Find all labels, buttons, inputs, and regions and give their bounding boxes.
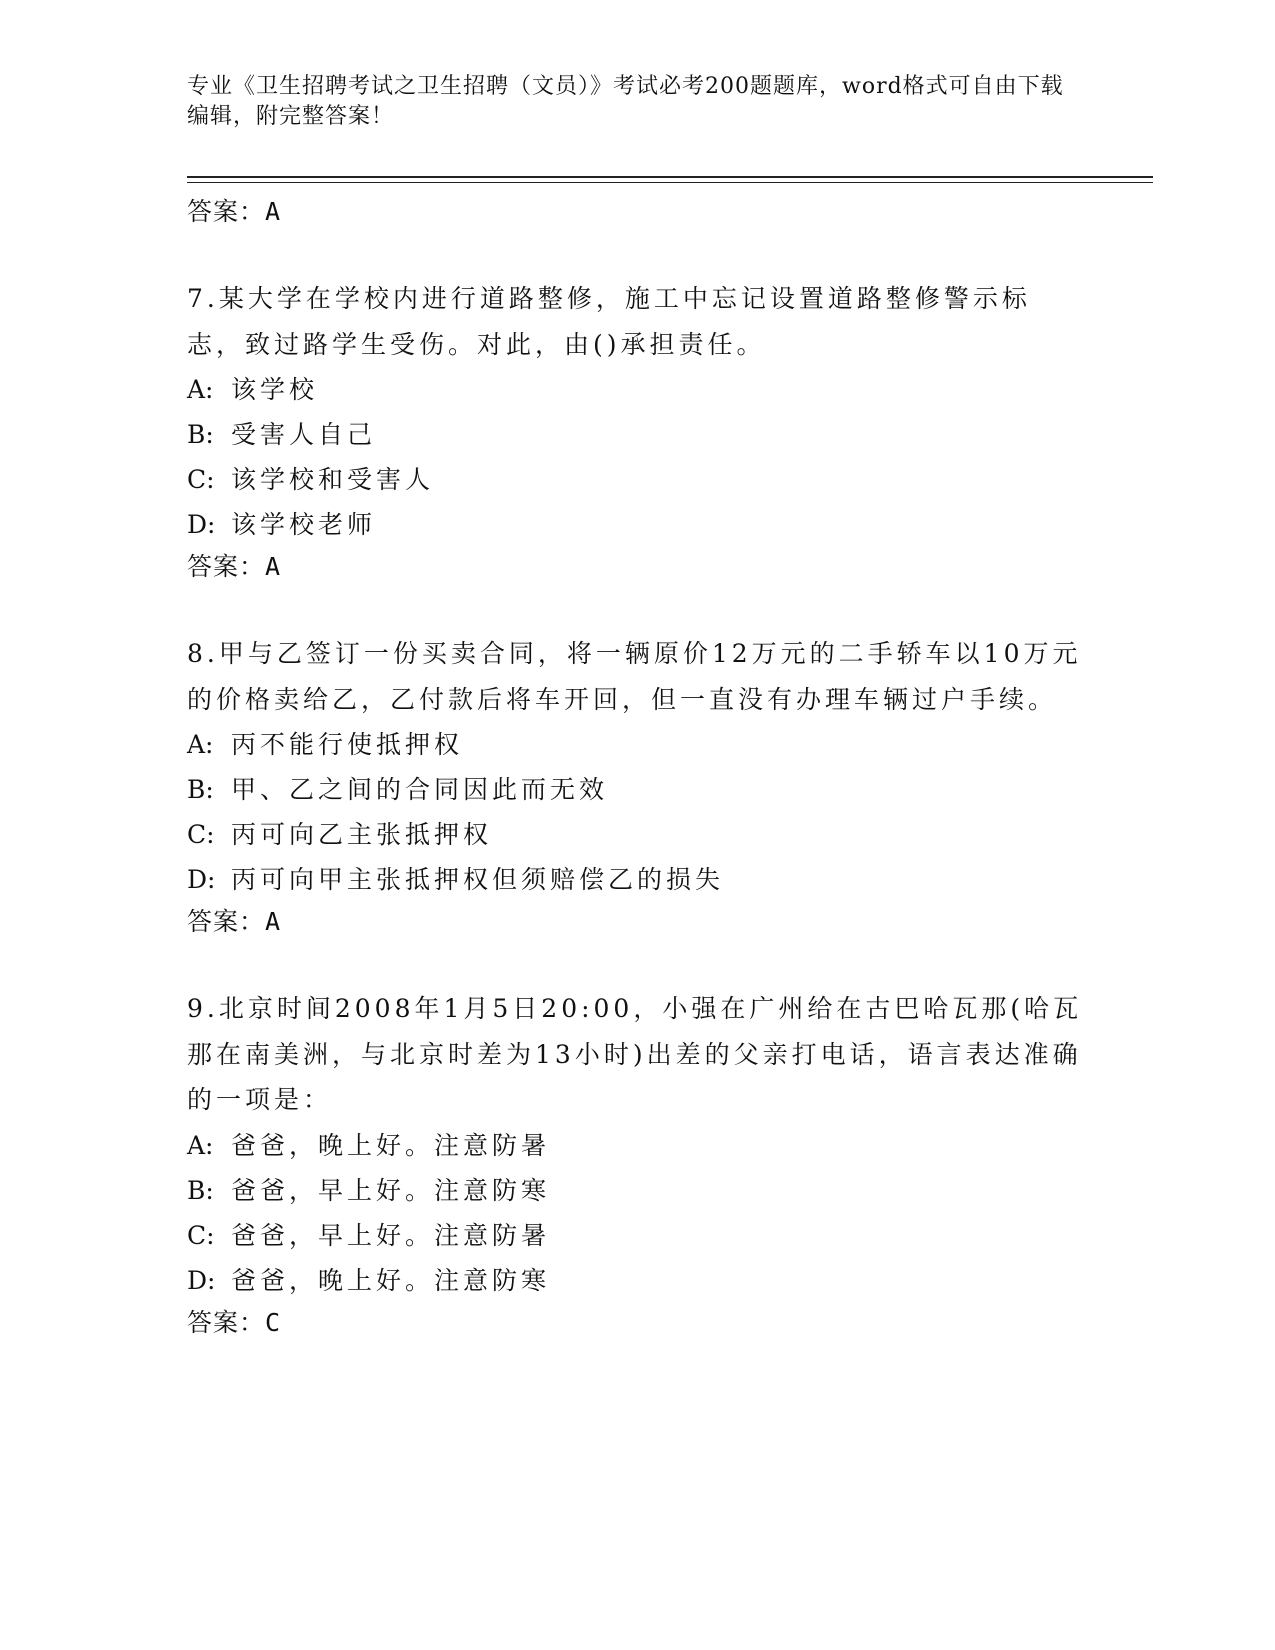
answer-line	[187, 192, 1087, 232]
question-stem: 9.北京时间2008年1月5日20:00，小强在广州给在古巴哈瓦那(哈瓦那在南美洲，与北京时差为13小时)出差的父亲打电话，语言表达准确的一项是：	[187, 994, 1083, 1114]
option-d	[187, 857, 1087, 902]
header-rule-thin	[187, 182, 1153, 183]
option-b	[187, 1168, 1087, 1213]
option-key: B:	[187, 420, 214, 449]
question-stem: 7.某大学在学校内进行道路整修，施工中忘记设置道路整修警示标志，致过路学生受伤。对此，由()承担责任。	[187, 284, 1031, 359]
option-key: D:	[187, 510, 216, 539]
option-text: 该学校老师	[231, 510, 377, 539]
option-key: A:	[187, 1130, 214, 1160]
option-key: C:	[187, 465, 215, 494]
option-text: 丙不能行使抵押权	[231, 730, 464, 759]
option-text: 甲、乙之间的合同因此而无效	[231, 775, 609, 804]
option-text: 该学校和受害人	[231, 465, 435, 494]
answer-line	[187, 547, 1087, 587]
answer-label: 答案：	[187, 552, 266, 581]
option-a	[187, 1123, 1087, 1168]
answer-label: 答案：	[187, 197, 266, 226]
option-c	[187, 1213, 1087, 1258]
header-rule-thick	[187, 176, 1153, 178]
answer-value: A	[265, 197, 282, 226]
option-text: 丙可向甲主张抵押权但须赔偿乙的损失	[231, 865, 725, 894]
option-key: D:	[187, 1265, 216, 1295]
option-key: A:	[187, 730, 214, 759]
option-text: 爸爸，早上好。注意防暑	[231, 1220, 551, 1250]
answer-value: A	[265, 552, 282, 581]
option-text: 丙可向乙主张抵押权	[231, 820, 493, 849]
option-key: C:	[187, 820, 215, 849]
question-stem: 8.甲与乙签订一份买卖合同，将一辆原价12万元的二手轿车以10万元的价格卖给乙，乙付款后将车开回，但一直没有办理车辆过户手续。	[187, 639, 1082, 714]
question-8	[187, 631, 1087, 942]
option-key: B:	[187, 1175, 214, 1205]
option-d	[187, 1258, 1087, 1303]
answer-label: 答案：	[187, 1307, 266, 1337]
option-a	[187, 722, 1087, 767]
question-list	[187, 192, 1087, 1387]
option-b	[187, 767, 1087, 812]
option-c	[187, 812, 1087, 857]
option-text: 爸爸，早上好。注意防寒	[231, 1175, 551, 1205]
option-b	[187, 412, 1087, 457]
option-c	[187, 457, 1087, 502]
option-text: 爸爸，晚上好。注意防寒	[231, 1265, 551, 1295]
question-9	[187, 986, 1087, 1343]
option-key: C:	[187, 1220, 215, 1250]
option-text: 爸爸，晚上好。注意防暑	[231, 1130, 551, 1160]
option-a	[187, 367, 1087, 412]
document-header: 专业《卫生招聘考试之卫生招聘（文员）》考试必考200题题库，word格式可自由下载编辑，附完整答案！	[187, 74, 1064, 129]
answer-line	[187, 1303, 1087, 1343]
question-7	[187, 276, 1087, 587]
answer-label: 答案：	[187, 907, 266, 936]
option-text: 受害人自己	[231, 420, 377, 449]
answer-value: C	[265, 1307, 282, 1337]
answer-value: A	[265, 907, 282, 936]
option-key: B:	[187, 775, 214, 804]
option-key: D:	[187, 865, 216, 894]
option-key: A:	[187, 375, 214, 404]
answer-line	[187, 902, 1087, 942]
option-text: 该学校	[231, 375, 319, 404]
option-d	[187, 502, 1087, 547]
